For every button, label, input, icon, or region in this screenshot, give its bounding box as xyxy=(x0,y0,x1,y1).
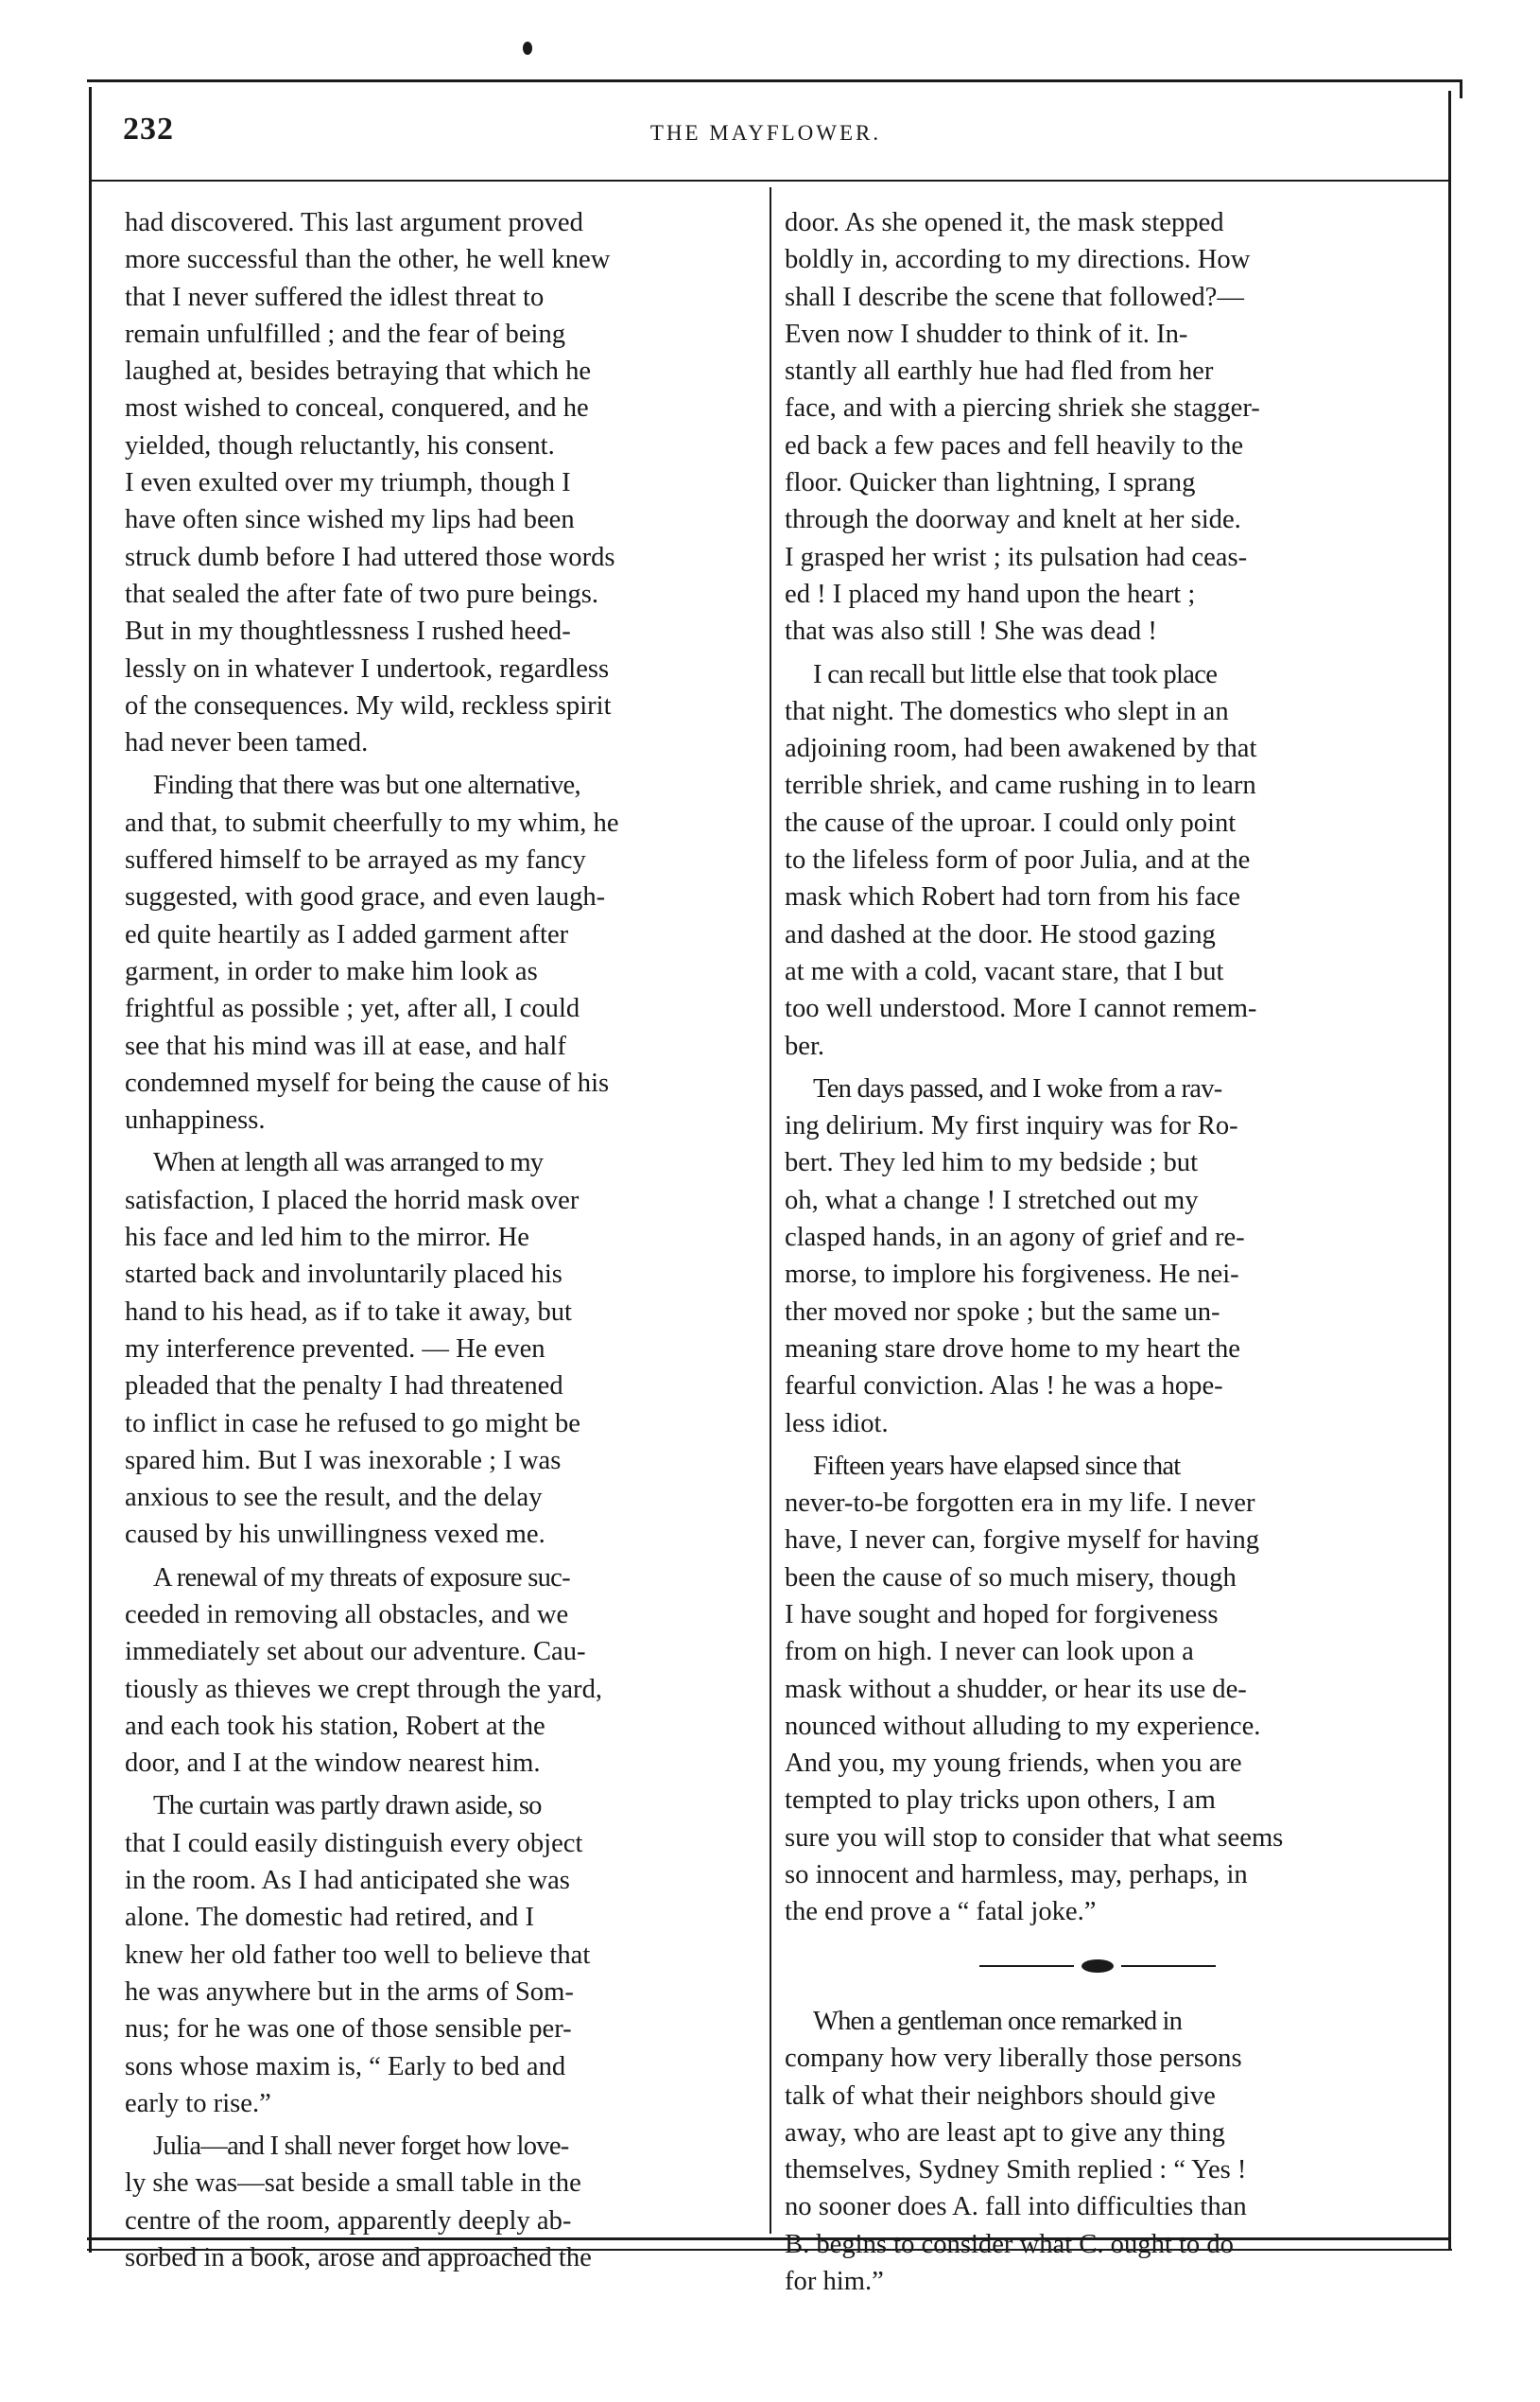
text-line: Even now I shudder to think of it. In- xyxy=(785,319,1188,349)
text-line: oh, what a change ! I stretched out my xyxy=(785,1185,1199,1215)
text-line: When at length all was arranged to my xyxy=(153,1148,544,1178)
top-right-border-tick xyxy=(1460,79,1462,98)
text-line: started back and involuntarily placed his xyxy=(125,1260,562,1290)
text-line: ly she was—sat beside a small table in the xyxy=(125,2168,581,2199)
text-line: sons whose maxim is, “ Early to bed and xyxy=(125,2051,566,2081)
text-line: garment, in order to make him look as xyxy=(125,956,538,986)
text-line: in the room. As I had anticipated she was xyxy=(125,1866,570,1896)
anecdote-paragraph xyxy=(785,1997,1433,2300)
text-line: through the doorway and knelt at her side. xyxy=(785,505,1241,535)
text-line: pleaded that the penalty I had threatened xyxy=(125,1371,563,1401)
text-line: away, who are least apt to give any thing xyxy=(785,2117,1225,2148)
text-line: tiously as thieves we crept through the yard, xyxy=(125,1674,603,1704)
separator-line-right xyxy=(1121,1965,1216,1967)
text-line: clasped hands, in an agony of grief and re- xyxy=(785,1223,1245,1253)
text-line: less idiot. xyxy=(785,1408,889,1438)
text-line: suggested, with good grace, and even laugh- xyxy=(125,882,606,913)
text-line: ther moved nor spoke ; but the same un- xyxy=(785,1297,1220,1327)
section-separator-ornament xyxy=(979,1958,1216,1975)
text-line: stantly all earthly hue had fled from her xyxy=(785,357,1214,387)
text-line: lessly on in whatever I undertook, regardless xyxy=(125,653,610,684)
text-line: and that, to submit cheerfully to my whim, he xyxy=(125,808,619,838)
text-line: morse, to implore his forgiveness. He nei- xyxy=(785,1260,1239,1290)
left-text-column xyxy=(125,204,753,2276)
text-line: condemned myself for being the cause of his xyxy=(125,1068,610,1098)
text-line: the end prove a “ fatal joke.” xyxy=(785,1897,1097,1927)
text-line: most wished to conceal, conquered, and he xyxy=(125,393,589,424)
page-number: 232 xyxy=(123,112,174,147)
text-line: knew her old father too well to believe that xyxy=(125,1940,591,1970)
text-line: A renewal of my threats of exposure suc- xyxy=(153,1562,570,1593)
text-line: hand to his head, as if to take it away, but xyxy=(125,1297,572,1327)
text-line: fearful conviction. Alas ! he was a hope- xyxy=(785,1371,1223,1401)
text-line: nus; for he was one of those sensible per- xyxy=(125,2014,572,2045)
header-rule xyxy=(91,180,1448,182)
text-line: suffered himself to be arrayed as my fancy xyxy=(125,845,586,876)
text-line: been the cause of so much misery, though xyxy=(785,1562,1237,1593)
text-line: Finding that there was but one alternative, xyxy=(153,771,580,801)
right-text-column xyxy=(785,204,1433,1931)
text-line: anxious to see the result, and the delay xyxy=(125,1483,543,1513)
text-line: his face and led him to the mirror. He xyxy=(125,1223,529,1253)
text-line: and dashed at the door. He stood gazing xyxy=(785,919,1216,949)
text-line: that was also still ! She was dead ! xyxy=(785,617,1157,647)
text-line: mask which Robert had torn from his face xyxy=(785,882,1240,913)
text-line: ed back a few paces and fell heavily to the xyxy=(785,430,1244,461)
running-head: THE MAYFLOWER. xyxy=(649,121,882,145)
text-line: terrible shriek, and came rushing in to learn xyxy=(785,771,1256,801)
text-line: that I never suffered the idlest threat to xyxy=(125,282,545,312)
text-line: B. begins to consider what C. ought to do xyxy=(785,2229,1234,2259)
text-line: shall I describe the scene that followed?— xyxy=(785,282,1244,312)
text-line: of the consequences. My wild, reckless spirit xyxy=(125,690,612,721)
text-line: unhappiness. xyxy=(125,1105,266,1136)
text-line: mask without a shudder, or hear its use de- xyxy=(785,1674,1247,1704)
text-line: caused by his unwillingness vexed me. xyxy=(125,1520,545,1550)
text-line: see that his mind was ill at ease, and half xyxy=(125,1031,566,1061)
text-line: frightful as possible ; yet, after all, I could xyxy=(125,994,580,1024)
text-line: door. As she opened it, the mask stepped xyxy=(785,208,1224,237)
text-line: meaning stare drove home to my heart the xyxy=(785,1333,1240,1364)
text-line: no sooner does A. fall into difficulties than xyxy=(785,2192,1247,2222)
text-line: for him.” xyxy=(785,2267,884,2297)
text-line: so innocent and harmless, may, perhaps, in xyxy=(785,1860,1248,1890)
text-line: face, and with a piercing shriek she stagger- xyxy=(785,393,1260,424)
text-line: never-to-be forgotten era in my life. I never xyxy=(785,1488,1255,1519)
right-border-rule xyxy=(1448,91,1451,2249)
text-line: Ten days passed, and I woke from a rav- xyxy=(813,1073,1222,1104)
text-line: my interference prevented. — He even xyxy=(125,1333,545,1364)
text-line: But in my thoughtlessness I rushed heed- xyxy=(125,617,571,647)
text-line: yielded, though reluctantly, his consent. xyxy=(125,430,555,461)
text-line: door, and I at the window nearest him. xyxy=(125,1749,541,1779)
text-line: ed ! I placed my hand upon the heart ; xyxy=(785,579,1196,609)
text-line: that sealed the after fate of two pure beings. xyxy=(125,579,598,609)
text-line: I can recall but little else that took place xyxy=(813,659,1218,689)
text-line: that night. The domestics who slept in an xyxy=(785,696,1229,726)
text-line: laughed at, besides betraying that which he xyxy=(125,357,592,387)
text-line: and each took his station, Robert at the xyxy=(125,1711,545,1741)
text-line: company how very liberally those persons xyxy=(785,2044,1242,2074)
text-line: ed quite heartily as I added garment after xyxy=(125,919,569,949)
text-line: Julia—and I shall never forget how love- xyxy=(153,2132,569,2162)
text-line: to inflict in case he refused to go might be xyxy=(125,1408,580,1438)
text-line: from on high. I never can look upon a xyxy=(785,1637,1194,1667)
text-line: at me with a cold, vacant stare, that I but xyxy=(785,956,1224,986)
text-line: centre of the room, apparently deeply ab- xyxy=(125,2205,572,2236)
text-line: have, I never can, forgive myself for having xyxy=(785,1525,1260,1556)
text-line: And you, my young friends, when you are xyxy=(785,1749,1242,1779)
text-line: I even exulted over my triumph, though I xyxy=(125,468,571,498)
text-line: he was anywhere but in the arms of Som- xyxy=(125,1976,574,2007)
text-line: to the lifeless form of poor Julia, and at the xyxy=(785,845,1251,876)
left-border-rule xyxy=(89,87,92,2253)
text-line: nounced without alluding to my experience. xyxy=(785,1711,1261,1741)
text-line: the cause of the uproar. I could only point xyxy=(785,808,1237,838)
text-line: early to rise.” xyxy=(125,2088,271,2118)
column-divider-rule xyxy=(770,187,771,2234)
text-line: bert. They led him to my bedside ; but xyxy=(785,1148,1199,1178)
text-line: remain unfulfilled ; and the fear of being xyxy=(125,319,566,349)
text-line: struck dumb before I had uttered those words xyxy=(125,542,615,572)
text-line: I grasped her wrist ; its pulsation had ceas- xyxy=(785,542,1248,572)
text-line: more successful than the other, he well knew xyxy=(125,245,611,275)
ink-dot xyxy=(523,42,532,55)
text-line: immediately set about our adventure. Cau- xyxy=(125,1637,586,1667)
text-line: themselves, Sydney Smith replied : “ Yes ! xyxy=(785,2155,1247,2185)
text-line: that I could easily distinguish every object xyxy=(125,1828,583,1858)
separator-ornament xyxy=(1081,1959,1114,1973)
text-line: sorbed in a book, arose and approached the xyxy=(125,2243,592,2273)
text-line: boldly in, according to my directions. How xyxy=(785,245,1251,275)
text-line: The curtain was partly drawn aside, so xyxy=(153,1791,542,1821)
text-line: adjoining room, had been awakened by that xyxy=(785,734,1257,764)
text-line: tempted to play tricks upon others, I am xyxy=(785,1785,1216,1816)
text-line: sure you will stop to consider that what seems xyxy=(785,1822,1284,1853)
text-line: Fifteen years have elapsed since that xyxy=(813,1451,1181,1481)
text-line: I have sought and hoped for forgiveness xyxy=(785,1599,1219,1629)
text-line: had never been tamed. xyxy=(125,728,369,758)
text-line: ber. xyxy=(785,1031,825,1061)
separator-line-left xyxy=(979,1965,1074,1967)
text-line: too well understood. More I cannot remem- xyxy=(785,994,1257,1024)
text-line: floor. Quicker than lightning, I sprang xyxy=(785,468,1196,498)
text-line: ceeded in removing all obstacles, and we xyxy=(125,1599,569,1629)
text-line: talk of what their neighbors should give xyxy=(785,2080,1216,2111)
top-border-rule xyxy=(87,79,1460,82)
text-line: alone. The domestic had retired, and I xyxy=(125,1903,534,1933)
text-line: have often since wished my lips had been xyxy=(125,505,575,535)
text-line: had discovered. This last argument proved xyxy=(125,208,583,237)
text-line: spared him. But I was inexorable ; I was xyxy=(125,1445,562,1475)
text-line: ing delirium. My first inquiry was for Ro- xyxy=(785,1111,1238,1141)
text-line: satisfaction, I placed the horrid mask over xyxy=(125,1185,580,1215)
text-line: When a gentleman once remarked in xyxy=(813,2007,1182,2036)
